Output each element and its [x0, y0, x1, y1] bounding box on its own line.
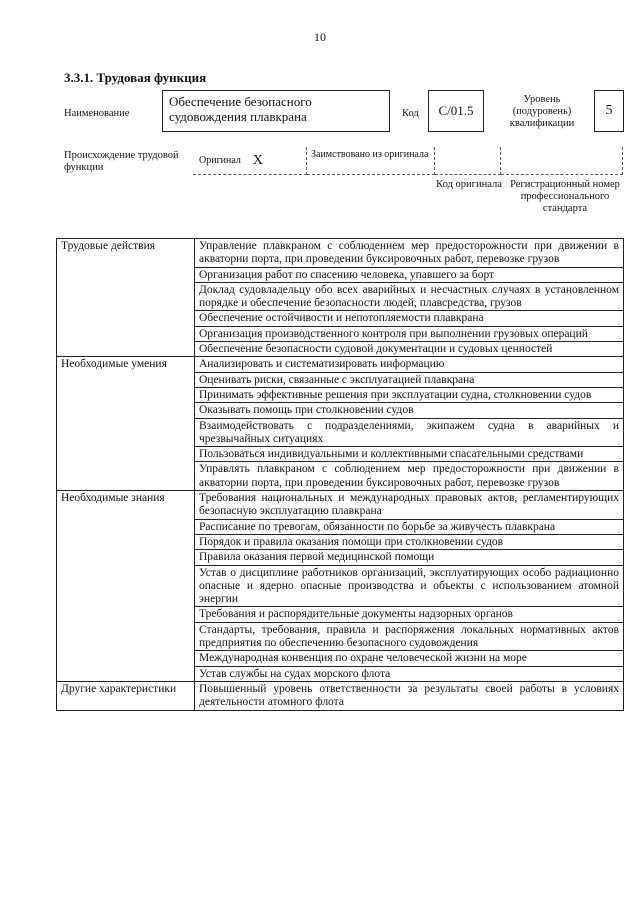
item-cell: Устав о дисциплине работников организаций, эксплуатирующих особо радиационно опасные и ядерно опасные производства и объекты с использованием атомной энергии [195, 565, 624, 607]
name-label: Наименование [64, 108, 130, 119]
table-row [57, 491, 624, 520]
item-cell: Международная конвенция по охране человеческой жизни на море [195, 651, 624, 666]
page-number: 10 [314, 30, 326, 44]
origin-label: Происхождение трудовой функции [64, 150, 179, 173]
item-cell: Правила оказания первой медицинской помощи [195, 550, 624, 565]
item-cell: Расписание по тревогам, обязанности по борьбе за живучесть плавкрана [195, 519, 624, 534]
item-cell: Управлять плавкраном с соблюдением мер предосторожности при движении в акватории порта, при проведении буксировочных работ, перевозке грузов [195, 462, 624, 491]
category-cell: Необходимые знания [57, 491, 195, 682]
borrowed-label: Заимствовано из оригинала [311, 149, 429, 160]
category-cell: Другие характеристики [57, 681, 195, 710]
item-cell: Требования и распорядительные документы надзорных органов [195, 607, 624, 622]
registration-number-label: Регистрационный номер профессионального стандарта [510, 179, 620, 214]
original-label: Оригинал [199, 155, 241, 166]
function-name-box: Обеспечение безопасного судовождения плавкрана [162, 90, 390, 132]
qualification-level-label: Уровень (подуровень) квалификации [509, 94, 575, 129]
item-cell: Управление плавкраном с соблюдением мер предосторожности при движении в акватории порта, при проведении буксировочных работ, перевозке грузов [195, 239, 624, 268]
original-code-cell [435, 147, 501, 175]
item-cell: Оценивать риски, связанные с эксплуатацией плавкрана [195, 372, 624, 387]
item-cell: Стандарты, требования, правила и распоряжения локальных нормативных актов предприятия по обеспечению безопасного судовождения [195, 622, 624, 651]
origin-row [193, 147, 623, 175]
item-cell: Устав службы на судах морского флота [195, 666, 624, 681]
category-cell: Трудовые действия [57, 239, 195, 357]
section-title: 3.3.1. Трудовая функция [64, 70, 207, 85]
category-cell: Необходимые умения [57, 357, 195, 491]
table-row [57, 681, 624, 710]
item-cell: Организация работ по спасению человека, упавшего за борт [195, 267, 624, 282]
registration-number-cell [501, 147, 623, 175]
item-cell: Обеспечение безопасности судовой документации и судовых ценностей [195, 342, 624, 357]
item-cell: Организация производственного контроля при выполнении грузовых операций [195, 326, 624, 341]
item-cell: Обеспечение остойчивости и непотопляемости плавкрана [195, 311, 624, 326]
item-cell: Доклад судовладельцу обо всех аварийных и несчастных случаях в установленном порядке и обеспечение безопасности людей, плавсредства, грузов [195, 282, 624, 311]
borrowed-cell [307, 147, 435, 175]
original-mark: X [252, 153, 264, 168]
original-cell [193, 147, 307, 175]
item-cell: Требования национальных и международных правовых актов, регламентирующих безопасную эксплуатацию плавкрана [195, 491, 624, 520]
original-code-label: Код оригинала [436, 179, 502, 190]
table-row [57, 357, 624, 372]
table-row [57, 239, 624, 268]
item-cell: Анализировать и систематизировать информацию [195, 357, 624, 372]
item-cell: Повышенный уровень ответственности за результаты своей работы в условиях деятельности атомного флота [195, 681, 624, 710]
qualification-level-box: 5 [594, 90, 624, 132]
item-cell: Оказывать помощь при столкновении судов [195, 403, 624, 418]
item-cell: Порядок и правила оказания помощи при столкновении судов [195, 534, 624, 549]
function-code-box: C/01.5 [428, 90, 484, 132]
item-cell: Пользоваться индивидуальными и коллективными спасательными средствами [195, 447, 624, 462]
table-body [57, 239, 624, 711]
labor-function-table [56, 238, 624, 711]
code-label: Код [402, 108, 419, 119]
item-cell: Взаимодействовать с подразделениями, экипажем судна в аварийных и чрезвычайных ситуациях [195, 418, 624, 447]
item-cell: Принимать эффективные решения при эксплуатации судна, столкновении судов [195, 387, 624, 402]
